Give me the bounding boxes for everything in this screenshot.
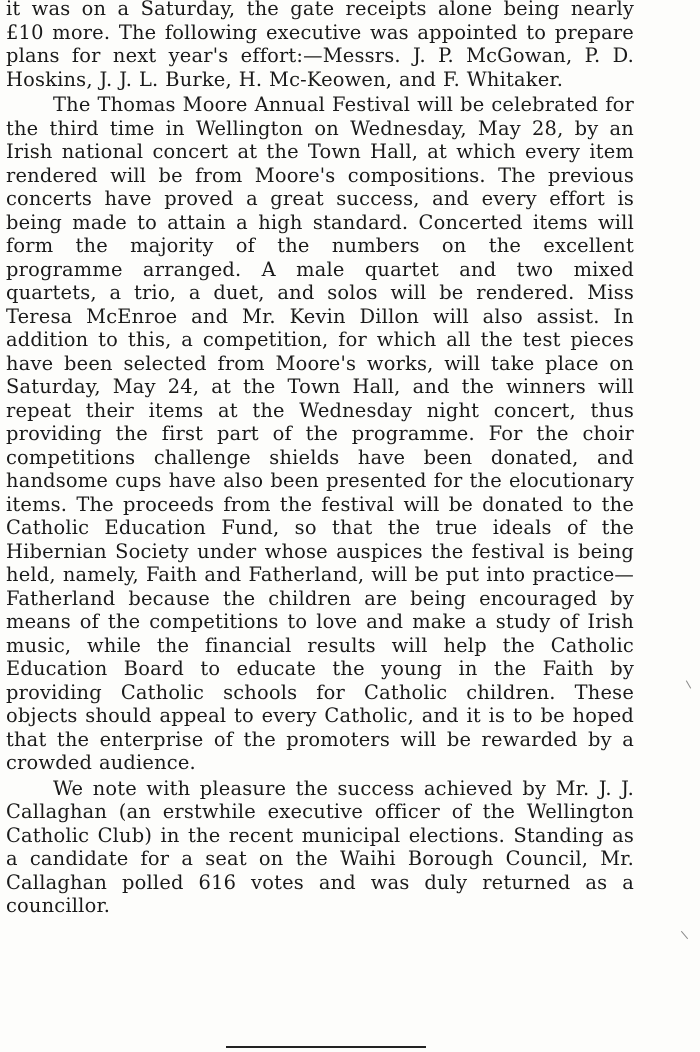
margin-mark — [681, 931, 688, 939]
paragraph-executive-appointment: it was on a Saturday, the gate receipts alone being nearly £10 more. The following executive was appointed to prepare plans for next year's effort:—Messrs. J. P. McGowan, P. D. Hoskins, J. J. L. Burke, H. Mc-Keowen, and F. Whitaker. — [6, 0, 634, 91]
article-column — [6, 0, 634, 920]
paragraph-callaghan-election: We note with pleasure the success achieved by Mr. J. J. Callaghan (an erstwhile executive officer of the Wellington Catholic Club) in the recent municipal elections. Standing as a candidate for a seat on the Waihi Borough Council, Mr. Callaghan polled 616 votes and was duly returned as a councillor. — [6, 776, 634, 917]
margin-mark — [686, 680, 691, 688]
section-divider-rule — [226, 1046, 426, 1048]
paragraph-thomas-moore-festival: The Thomas Moore Annual Festival will be celebrated for the third time in Wellington on Wednesday, May 28, by an Irish national concert at the Town Hall, at which every item rendered will be from Moore's compositions. The previous concerts have proved a great success, and every effort is being made to attain a high standard. Concerted items will form the majority of the numbers on the excellent programme arranged. A male quartet and two mixed quartets, a trio, a duet, and solos will be rendered. Miss Teresa McEnroe and Mr. Kevin Dillon will also assist. In addition to this, a competition, for which all the test pieces have been selected from Moore's works, will take place on Saturday, May 24, at the Town Hall, and the winners will repeat their items at the Wednesday night concert, thus providing the first part of the programme. For the choir competitions challenge shields have been donated, and handsome cups have also been presented for the elocutionary items. The proceeds from the festival will be donated to the Catholic Education Fund, so that the true ideals of the Hibernian Society under whose auspices the festival is being held, namely, Faith and Fatherland, will be put into practice—Fatherland because the children are being encouraged by means of the competitions to love and make a study of Irish music, while the financial results will help the Catholic Education Board to educate the young in the Faith by providing Catholic schools for Catholic children. These objects should appeal to every Catholic, and it is to be hoped that the enterprise of the promoters will be rewarded by a crowded audience. — [6, 93, 634, 774]
